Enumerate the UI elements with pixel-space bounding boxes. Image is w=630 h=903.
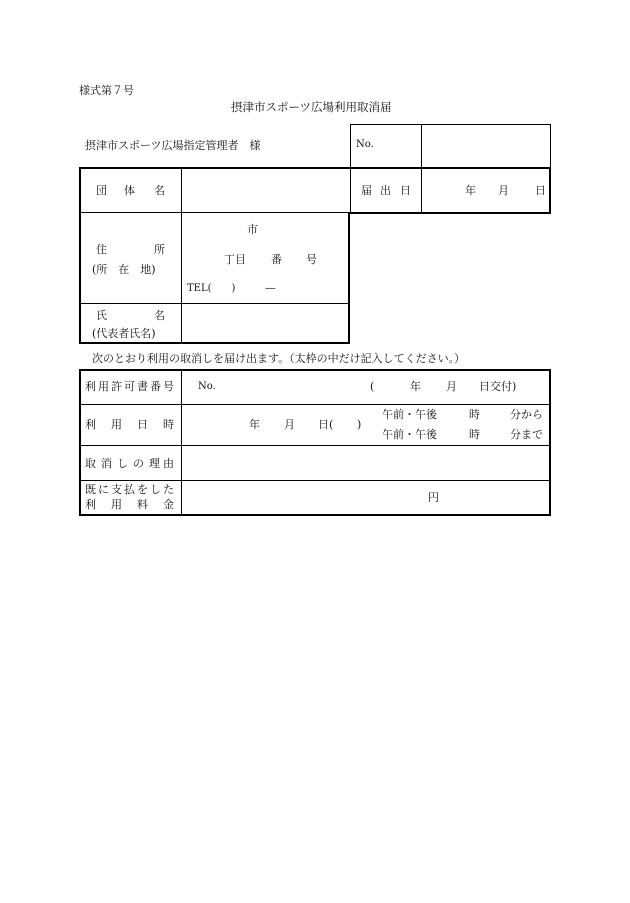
permit-number-label-6: 番	[150, 380, 161, 393]
filing-date-year: 年	[465, 184, 476, 197]
usage-datetime-label-1: 利	[85, 418, 96, 431]
rule	[80, 445, 550, 446]
address-ban: 番	[271, 253, 282, 266]
filing-date-label-2: 出	[380, 184, 391, 197]
reason-label-1: 取	[85, 457, 96, 470]
usage-end-min: 分まで	[510, 428, 543, 441]
usage-start-hour: 時	[469, 408, 480, 421]
usage-day-close: )	[357, 418, 362, 431]
group-name-label-2: 体	[124, 184, 135, 197]
permit-number-label-7: 号	[163, 380, 174, 393]
name-label-1: 氏	[96, 309, 107, 322]
thick-border-top-2	[79, 369, 551, 371]
paid-fee-label-a1: 既	[85, 483, 96, 496]
permit-number-label-5: 書	[137, 380, 148, 393]
filing-date-label-1: 届	[361, 184, 372, 197]
thick-border-top	[79, 167, 551, 169]
reason-label-4: の	[133, 457, 144, 470]
form-title: 摂津市スポーツ広場利用取消届	[231, 100, 392, 114]
paid-fee-label-a2: に	[98, 483, 109, 496]
name-label-3: (代表者氏名)	[92, 327, 156, 340]
paid-fee-label-a4: 払	[124, 483, 135, 496]
address-label-1b: 所	[154, 243, 165, 256]
usage-datetime-label-3: 日	[137, 418, 148, 431]
rule	[80, 480, 550, 481]
rule	[350, 168, 351, 213]
thick-border-bottom-2	[79, 514, 551, 516]
thick-border-right-upper	[549, 167, 551, 214]
thick-border-mid	[348, 212, 551, 214]
thick-border-right-2	[549, 369, 551, 516]
filing-date-month: 月	[498, 184, 509, 197]
usage-month: 月	[284, 418, 295, 431]
usage-end-ampm: 午前・午後	[382, 428, 437, 441]
no-label: No.	[356, 139, 374, 150]
usage-start-ampm: 午前・午後	[382, 408, 437, 421]
permit-no-label: No.	[198, 381, 216, 392]
addressee: 摂津市スポーツ広場指定管理者 様	[85, 139, 261, 152]
permit-number-label-3: 許	[111, 380, 122, 393]
permit-issued-year: 年	[410, 380, 421, 393]
address-label-1a: 住	[96, 243, 107, 256]
permit-number-label-1: 利	[85, 380, 96, 393]
thick-border-left	[79, 167, 81, 344]
reason-label-3: し	[117, 457, 128, 470]
rule	[181, 168, 182, 343]
thick-border-right-lower	[348, 212, 350, 344]
name-label-2: 名	[154, 309, 165, 322]
rule	[350, 124, 351, 168]
address-label-2: (所 在 地)	[92, 263, 156, 276]
usage-start-min: 分から	[510, 408, 543, 421]
address-chome: 丁目	[224, 253, 246, 266]
rule	[421, 124, 422, 168]
rule	[181, 370, 182, 515]
filing-date-day: 日	[535, 184, 546, 197]
paid-fee-label-a3: 支	[111, 483, 122, 496]
filing-date-label-3: 日	[400, 184, 411, 197]
instruction-text: 次のとおり利用の取消しを届け出ます。（太枠の中だけ記入してください。）	[92, 352, 466, 365]
address-city: 市	[247, 223, 258, 236]
permit-issued-month: 月	[446, 380, 457, 393]
reason-label-6: 由	[163, 457, 174, 470]
permit-number-label-4: 可	[124, 380, 135, 393]
form-number: 様式第７号	[79, 84, 134, 97]
paid-fee-yen: 円	[428, 491, 439, 504]
thick-border-bottom	[79, 342, 350, 344]
reason-label-2: 消	[101, 457, 112, 470]
permit-issued-open: (	[370, 380, 375, 393]
address-go: 号	[306, 253, 317, 266]
rule	[80, 212, 350, 213]
paid-fee-label-b3: 料	[137, 498, 148, 511]
usage-datetime-label-2: 用	[111, 418, 122, 431]
paid-fee-label-a7: た	[163, 483, 174, 496]
paid-fee-label-a5: を	[137, 483, 148, 496]
rule	[80, 303, 350, 304]
rule	[350, 124, 551, 125]
reason-label-5: 理	[149, 457, 160, 470]
paid-fee-label-b4: 金	[163, 498, 174, 511]
usage-year: 年	[249, 418, 260, 431]
paid-fee-label-a6: し	[150, 483, 161, 496]
rule	[80, 404, 550, 405]
rule	[421, 168, 422, 213]
usage-end-hour: 時	[469, 428, 480, 441]
thick-border-left-2	[79, 369, 81, 516]
rule	[550, 124, 551, 168]
paid-fee-label-b2: 用	[111, 498, 122, 511]
group-name-label-3: 名	[154, 184, 165, 197]
permit-number-label-2: 用	[98, 380, 109, 393]
usage-datetime-label-4: 時	[163, 418, 174, 431]
permit-issued-day: 日交付)	[479, 380, 517, 393]
usage-day: 日(	[318, 418, 334, 431]
address-tel: TEL( ) ―	[187, 283, 276, 294]
group-name-label-1: 団	[96, 184, 107, 197]
paid-fee-label-b1: 利	[85, 498, 96, 511]
